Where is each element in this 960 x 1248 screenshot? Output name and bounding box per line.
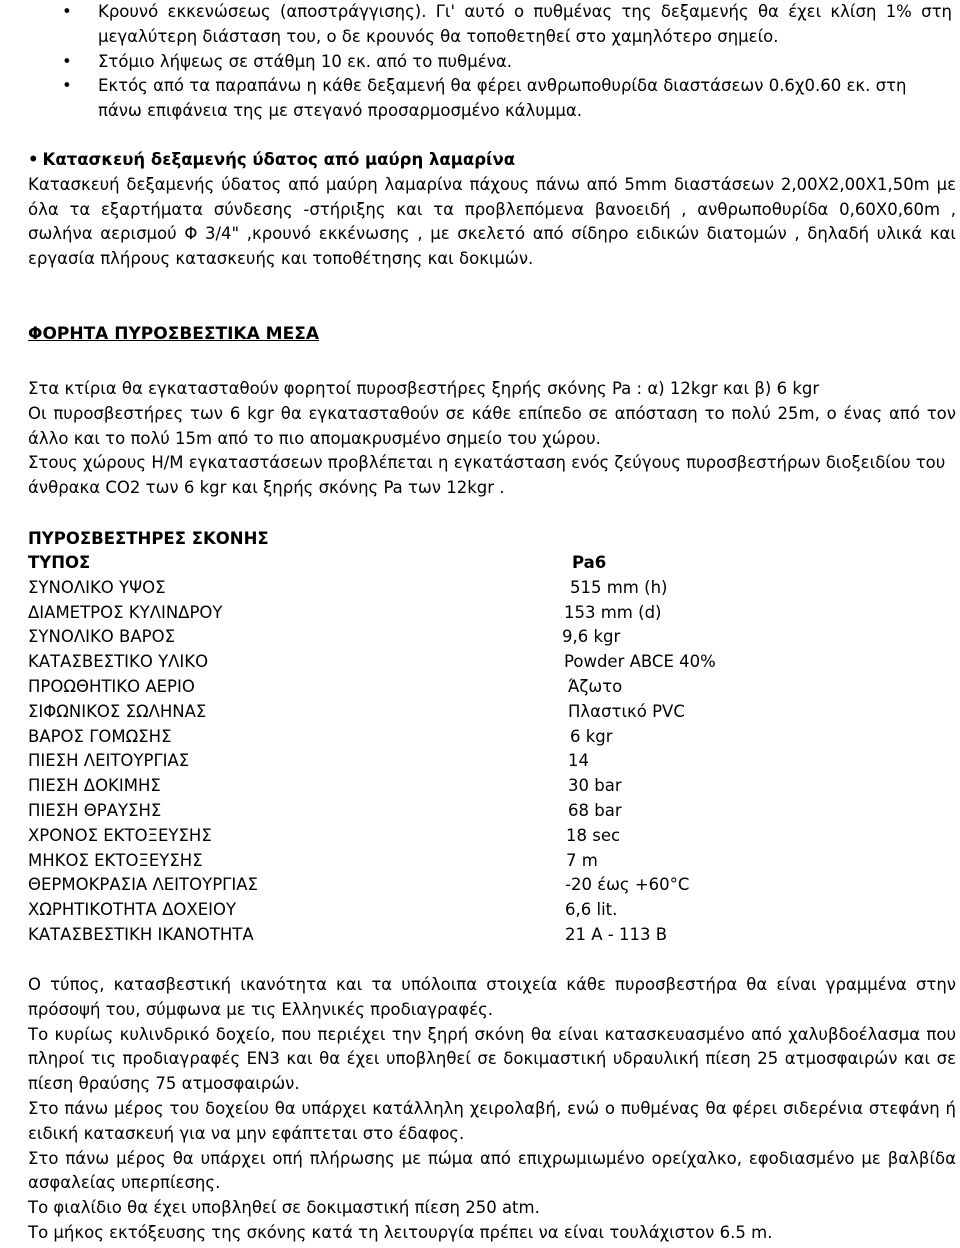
tank-heading-text: Κατασκευή δεξαμενής ύδατος από μαύρη λαμαρίνα [42, 150, 516, 169]
closing-paragraph: Το κυρίως κυλινδρικό δοχείο, που περιέχει την ξηρή σκόνη θα είναι κατασκευασμένο από χαλυβδοέλασμα που πληροί τις προδιαγραφές EN3 και θα έχει υποβληθεί σε δοκιμαστική υδραυλική πίεση 25 ατμοσφαιρών και σε πίεση θραύσης 75 ατμοσφαιρών. [28, 1024, 956, 1094]
spec-row [28, 774, 768, 799]
list-item [62, 50, 952, 75]
closing-paragraphs [28, 973, 956, 1246]
spec-row [28, 849, 768, 874]
spec-value: Άζωτο [568, 676, 623, 696]
spec-key: ΒΑΡΟΣ ΓΟΜΩΣΗΣ [28, 726, 172, 746]
spec-table [28, 551, 768, 948]
spec-value: 9,6 kgr [562, 627, 621, 647]
spec-row [28, 824, 768, 849]
spec-key: ΚΑΤΑΣΒΕΣΤΙΚΗ ΙΚΑΝΟΤΗΤΑ [28, 924, 254, 944]
extinguisher-intro [28, 377, 956, 501]
list-item-text: Κρουνό εκκενώσεως (αποστράγγισης). Γι' αυτό ο πυθμένας της δεξαμενής θα έχει κλίση 1% στη μεγαλύτερη διάσταση του, ο δε κρουνός θα τοποθετηθεί στο χαμηλότερο σημείο. [98, 2, 952, 46]
spec-row [28, 675, 768, 700]
closing-paragraph: Στο πάνω μέρος του δοχείου θα υπάρχει κατάλληλη χειρολαβή, ενώ ο πυθμένας θα φέρει σιδερένια στεφάνη ή ειδική κατασκευή για να μην εφάπτεται στο έδαφος. [28, 1098, 956, 1143]
spec-row [28, 923, 768, 948]
spec-value: 153 mm (d) [564, 602, 662, 622]
spec-key: ΧΩΡΗΤΙΚΟΤΗΤΑ ΔΟΧΕΙΟΥ [28, 900, 237, 920]
spec-row [28, 799, 768, 824]
spec-key: ΜΗΚΟΣ ΕΚΤΟΞΕΥΣΗΣ [28, 850, 203, 870]
closing-paragraph: Το φιαλίδιο θα έχει υποβληθεί σε δοκιμαστική πίεση 250 atm. [28, 1198, 540, 1218]
tank-section [28, 148, 956, 272]
spec-key: ΤΥΠΟΣ [28, 553, 91, 572]
spec-row [28, 576, 768, 601]
tank-heading [28, 148, 956, 173]
bullet-icon: • [28, 150, 39, 169]
section-title: ΦΟΡΗΤΑ ΠΥΡΟΣΒΕΣΤΙΚΑ ΜΕΣΑ [28, 324, 319, 344]
closing-paragraph: Ο τύπος, κατασβεστική ικανότητα και τα υπόλοιπα στοιχεία κάθε πυροσβεστήρα θα είναι γραμμένα στην πρόσοψή του, σύμφωνα με τις Ελληνικές προδιαγραφές. [28, 975, 956, 1019]
spec-key: ΘΕΡΜΟΚΡΑΣΙΑ ΛΕΙΤΟΥΡΓΙΑΣ [28, 875, 258, 895]
bullet-icon: • [62, 51, 72, 71]
list-item-text: Στόμιο λήψεως σε στάθμη 10 εκ. από το πυθμένα. [98, 51, 512, 71]
spec-key: ΠΙΕΣΗ ΛΕΙΤΟΥΡΓΙΑΣ [28, 751, 190, 771]
spec-key: ΣΙΦΩΝΙΚΟΣ ΣΩΛΗΝΑΣ [28, 701, 207, 721]
spec-key: ΔΙΑΜΕΤΡΟΣ ΚΥΛΙΝΔΡΟΥ [28, 602, 223, 622]
spec-value: 21 A - 113 B [565, 924, 668, 944]
spec-row [28, 601, 768, 626]
bullet-icon: • [62, 76, 72, 96]
spec-value: 6,6 lit. [565, 900, 618, 920]
spec-value: Pa6 [572, 553, 607, 572]
closing-paragraph: Το μήκος εκτόξευσης της σκόνης κατά τη λειτουργία πρέπει να είναι τουλάχιστον 6.5 m. [28, 1222, 773, 1242]
spec-row [28, 650, 768, 675]
spec-key: ΠΡΟΩΘΗΤΙΚΟ ΑΕΡΙΟ [28, 676, 195, 696]
spec-value: 68 bar [568, 800, 622, 820]
spec-key: ΠΙΕΣΗ ΔΟΚΙΜΗΣ [28, 776, 161, 796]
spec-row [28, 625, 768, 650]
intro-paragraph: Οι πυροσβεστήρες των 6 kgr θα εγκατασταθούν σε κάθε επίπεδο σε απόσταση το πολύ 25m, ο ένας από τον άλλο και το πολύ 15m από το πιο απομακρυσμένο σημείο του χώρου. [28, 403, 956, 448]
intro-paragraph: Στα κτίρια θα εγκατασταθούν φορητοί πυροσβεστήρες ξηρής σκόνης Pa : α) 12kgr και β) 6 kgr [28, 379, 820, 398]
intro-paragraph: Στους χώρους Η/Μ εγκαταστάσεων προβλέπεται η εγκατάσταση ενός ζεύγους πυροσβεστήρων διοξειδίου του άνθρακα CO2 των 6 kgr και ξηρής σκόνης Pa των 12kgr . [28, 453, 946, 498]
bullet-icon: • [62, 2, 72, 21]
spec-value: Powder ABCE 40% [564, 652, 716, 672]
spec-key: ΣΥΝΟΛΙΚΟ ΥΨΟΣ [28, 577, 166, 597]
spec-row [28, 725, 768, 750]
spec-value: -20 έως +60°C [565, 875, 690, 895]
spec-value: 18 sec [566, 825, 621, 845]
spec-row [28, 700, 768, 725]
closing-paragraph: Στο πάνω μέρος θα υπάρχει οπή πλήρωσης με πώμα από επιχρωμιωμένο ορείχαλκο, εφοδιασμένο με βαλβίδα ασφαλείας υπερπίεσης. [28, 1148, 956, 1193]
spec-key: ΚΑΤΑΣΒΕΣΤΙΚΟ ΥΛΙΚΟ [28, 652, 209, 672]
tank-description: Κατασκευή δεξαμενής ύδατος από μαύρη λαμαρίνα πάχους πάνω από 5mm διαστάσεων 2,00Χ2,00Χ1,50m με όλα τα εξαρτήματα σύνδεσης -στήριξης και τα προβλεπόμενα βανοειδή , ανθρωποθυρίδα 0,60Χ0,60m , σωλήνα αερισμού Φ 3/4" ,κρουνό εκκένωσης , με σκελετό από σίδηρο ειδικών διατομών , δηλαδή υλικά και εργασία πλήρους κατασκευής και τοποθέτησης και δοκιμών. [28, 174, 956, 269]
spec-row [28, 749, 768, 774]
spec-header-row [28, 551, 768, 576]
requirements-bullet-list [62, 0, 952, 124]
spec-value: 30 bar [568, 776, 622, 796]
spec-row [28, 873, 768, 898]
list-item [62, 0, 952, 50]
spec-key: ΧΡΟΝΟΣ ΕΚΤΟΞΕΥΣΗΣ [28, 825, 212, 845]
spec-value: 14 [568, 751, 589, 771]
spec-value: Πλαστικό PVC [568, 701, 685, 721]
list-item-text: Εκτός από τα παραπάνω η κάθε δεξαμενή θα φέρει ανθρωποθυρίδα διαστάσεων 0.6χ0.60 εκ. στη πάνω επιφάνεια της με στεγανό προσαρμοσμένο κάλυμμα. [98, 76, 907, 121]
spec-key: ΣΥΝΟΛΙΚΟ ΒΑΡΟΣ [28, 627, 176, 647]
spec-row [28, 898, 768, 923]
spec-title: ΠΥΡΟΣΒΕΣΤΗΡΕΣ ΣΚΟΝΗΣ [28, 529, 269, 548]
spec-key: ΠΙΕΣΗ ΘΡΑΥΣΗΣ [28, 800, 162, 820]
spec-value: 7 m [566, 850, 598, 870]
spec-value: 6 kgr [570, 726, 613, 746]
spec-value: 515 mm (h) [570, 577, 668, 597]
list-item [62, 74, 952, 124]
